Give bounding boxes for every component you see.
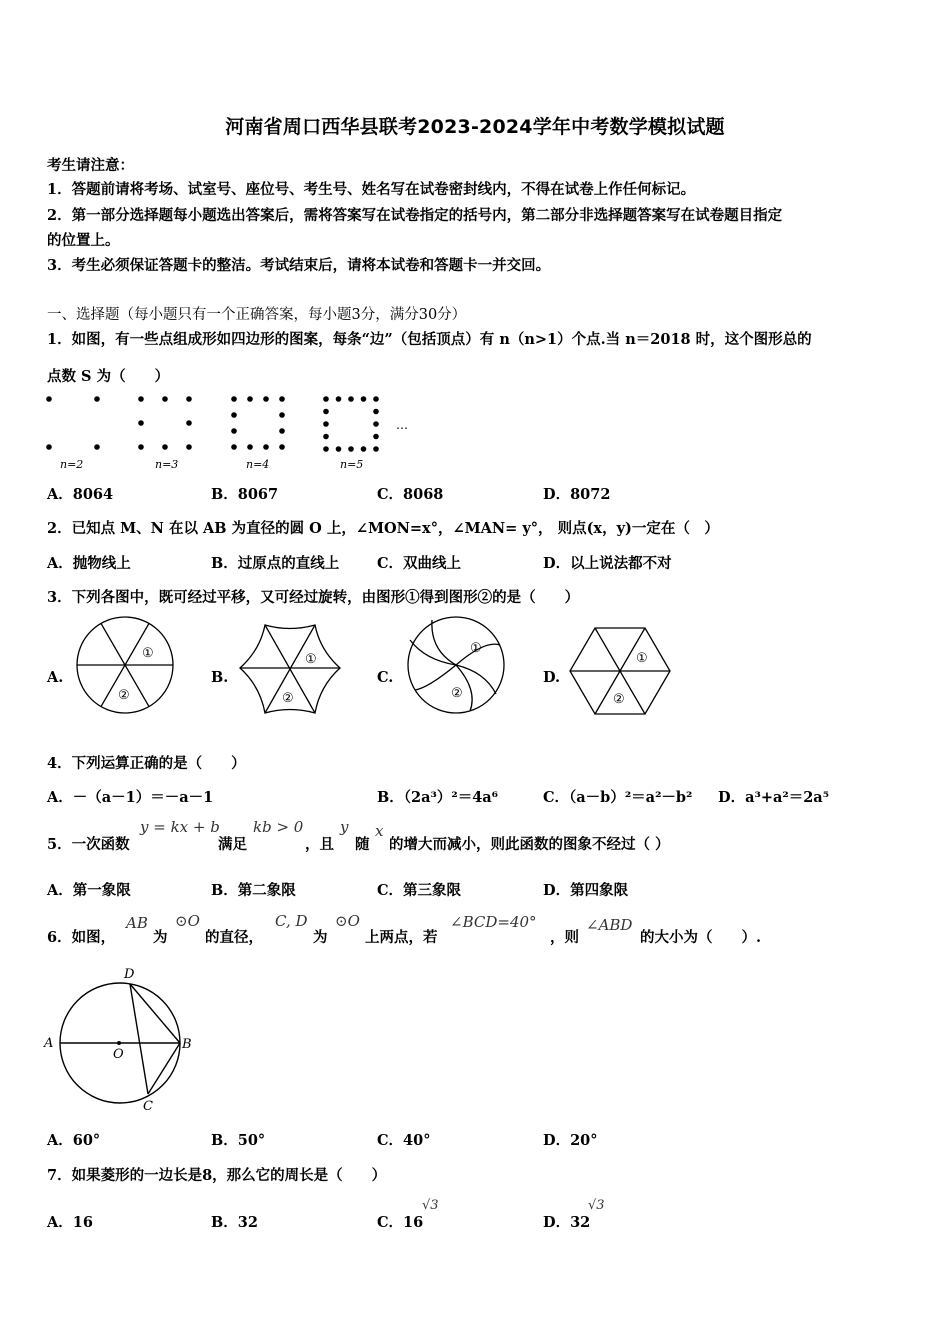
point-label-o: O [113, 1047, 124, 1062]
question-1-text-2: 点数 S 为（ ） [47, 368, 170, 385]
point-label-d: D [124, 967, 135, 982]
question-5-text: 的增大而减小，则此函数的图象不经过（ ） [389, 836, 670, 853]
sqrt-expression: √3 [422, 1198, 439, 1213]
option-c: C．16 [377, 1214, 424, 1231]
option-a: A．抛物线上 [47, 555, 131, 572]
option-d: D．20° [543, 1132, 598, 1149]
mark-2: ② [118, 688, 130, 703]
sqrt-expression: √3 [588, 1198, 605, 1213]
pattern-label: n=5 [340, 458, 364, 471]
question-6-text: 上两点，若 [365, 929, 438, 946]
point-label-c: C [143, 1099, 153, 1114]
question-6-text: 为 [153, 929, 168, 946]
math-expression: ⊙O [335, 912, 360, 930]
option-d: D．8072 [543, 486, 611, 503]
question-6-text: 的大小为（ ）. [640, 929, 762, 946]
question-6-text: 6．如图， [47, 929, 116, 946]
mark-2: ② [613, 692, 625, 707]
ellipsis: … [396, 418, 408, 432]
math-expression: ∠BCD=40° [450, 913, 537, 931]
math-expression: y [340, 818, 349, 836]
section-heading: 一、选择题（每小题只有一个正确答案，每小题3分，满分30分） [47, 307, 467, 323]
option-d: D．第四象限 [543, 882, 629, 899]
option-d: D．a³+a²＝2a⁵ [718, 789, 830, 806]
option-a: A．60° [47, 1132, 101, 1149]
mark-1: ① [636, 651, 648, 666]
option-b: B．（2a³）²＝4a⁶ [377, 789, 499, 806]
pattern-label: n=3 [155, 458, 179, 471]
math-expression: ∠ABD [586, 916, 633, 934]
math-expression: C, D [275, 912, 308, 930]
mark-1: ① [470, 641, 482, 656]
question-5-text: 5．一次函数 [47, 836, 130, 853]
mark-2: ② [282, 691, 294, 706]
notice-item: 3．考生必须保证答题卡的整洁。考试结束后，请将本试卷和答题卡一并交回。 [47, 257, 551, 274]
option-a: A．16 [47, 1214, 93, 1231]
question-5-text: ，且 [305, 836, 334, 853]
question-5-text: 满足 [218, 836, 247, 853]
option-c: C．40° [377, 1132, 431, 1149]
question-6-text: ，则 [550, 929, 579, 946]
point-label-b: B [182, 1037, 192, 1052]
math-expression: ⊙O [175, 912, 200, 930]
mark-2: ② [451, 686, 463, 701]
option-a: A．第一象限 [47, 882, 131, 899]
option-c: C．（a－b）²＝a²－b² [543, 789, 693, 806]
option-b: B．8067 [211, 486, 279, 503]
option-c: C．第三象限 [377, 882, 462, 899]
math-expression: y = kx + b [140, 818, 220, 836]
option-a: A．8064 [47, 486, 114, 503]
question-4-text: 4．下列运算正确的是（ ） [47, 755, 246, 772]
question-5-text: 随 [355, 836, 370, 853]
mark-1: ① [305, 652, 317, 667]
pattern-label: n=2 [60, 458, 84, 471]
math-expression: AB [126, 914, 148, 932]
question-1-text: 1．如图，有一些点组成形如四边形的图案，每条“边”（包括顶点）有 n（n>1）个点.当 n＝2018 时，这个图形总的 [47, 331, 812, 348]
option-b: B．50° [211, 1132, 266, 1149]
option-c: C. [377, 669, 394, 686]
option-b: B．过原点的直线上 [211, 555, 340, 572]
option-d: D．32 [543, 1214, 591, 1231]
page-title: 河南省周口西华县联考2023-2024学年中考数学模拟试题 [225, 116, 725, 138]
notice-item: 的位置上。 [47, 232, 120, 249]
option-d: D．以上说法都不对 [543, 555, 672, 572]
question-3-text: 3．下列各图中，既可经过平移，又可经过旋转，由图形①得到图形②的是（ ） [47, 589, 580, 606]
option-b: B．第二象限 [211, 882, 296, 899]
point-label-a: A [44, 1036, 54, 1051]
math-expression: x [375, 822, 384, 840]
notice-item: 1．答题前请将考场、试室号、座位号、考生号、姓名写在试卷密封线内，不得在试卷上作任何标记。 [47, 181, 696, 198]
question-6-text: 的直径， [205, 929, 263, 946]
option-b: B. [211, 669, 229, 686]
notice-item: 2．第一部分选择题每小题选出答案后，需将答案写在试卷指定的括号内，第二部分非选择题答案写在试卷题目指定 [47, 207, 783, 224]
option-c: C．双曲线上 [377, 555, 462, 572]
question-6-text: 为 [313, 929, 328, 946]
question-7-text: 7．如果菱形的一边长是8，那么它的周长是（ ） [47, 1167, 387, 1184]
question-2-text: 2．已知点 M、N 在以 AB 为直径的圆 O 上，∠MON=x°，∠MAN= y°， 则点(x，y)一定在（ ） [47, 520, 719, 537]
option-c: C．8068 [377, 486, 444, 503]
notice-heading: 考生请注意： [47, 157, 134, 174]
mark-1: ① [142, 646, 154, 661]
pattern-label: n=4 [246, 458, 270, 471]
option-a: A．－（a－1）＝－a－1 [47, 789, 214, 806]
option-d: D. [543, 669, 561, 686]
option-a: A. [47, 669, 64, 686]
math-expression: kb > 0 [253, 818, 304, 836]
option-b: B．32 [211, 1214, 258, 1231]
